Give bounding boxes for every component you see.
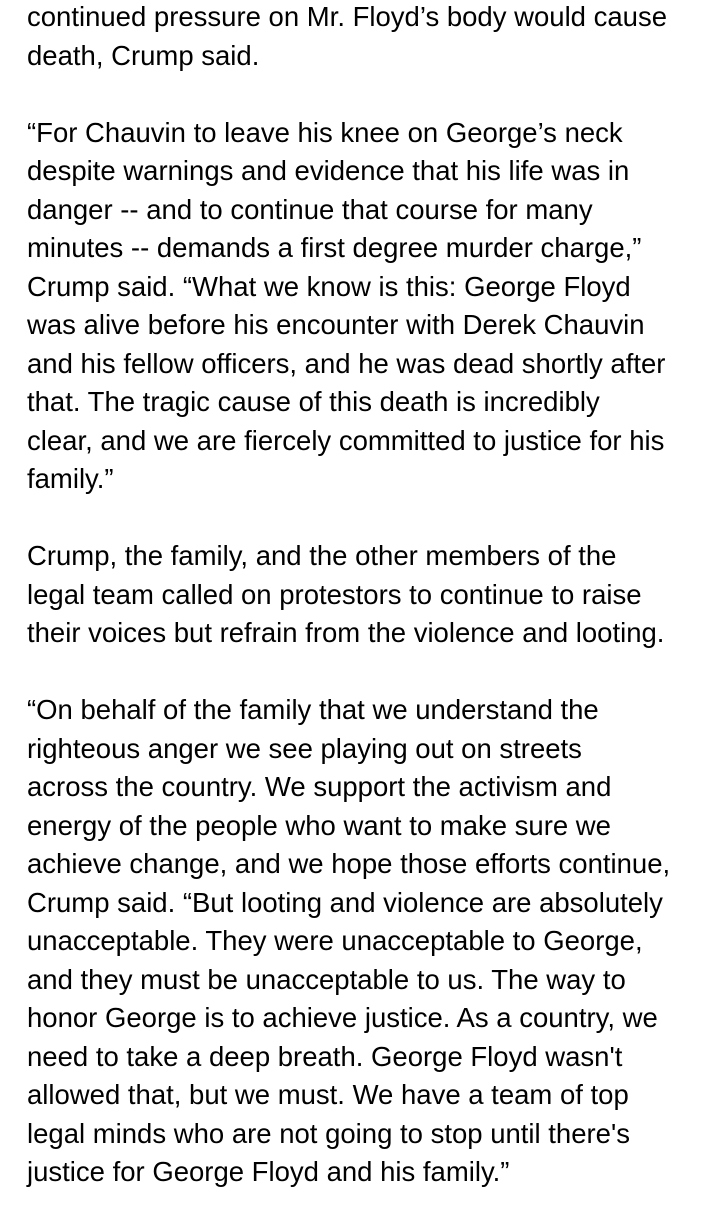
text-line: that. The tragic cause of this death is incredibly	[27, 386, 600, 417]
text-line: allowed that, but we must. We have a team of top	[27, 1079, 629, 1110]
text-line: righteous anger we see playing out on streets	[27, 732, 582, 764]
paragraph-3	[27, 537, 707, 653]
text-line: continued pressure on Mr. Floyd’s body would cause	[27, 1, 667, 32]
text-line: was alive before his encounter with Derek Chauvin	[27, 309, 645, 340]
text-line: clear, and we are fiercely committed to justice for his	[27, 424, 665, 456]
text-line: energy of the people who want to make sure we	[27, 809, 611, 841]
text-line: family.”	[27, 463, 114, 494]
text-line: unacceptable. They were unacceptable to George,	[27, 925, 643, 956]
text-line: Crump, the family, and the other members of the	[27, 540, 617, 571]
text-line: need to take a deep breath. George Floyd wasn't	[27, 1040, 623, 1072]
text-line: achieve change, and we hope those efforts continue,	[27, 848, 671, 879]
text-line: their voices but refrain from the violence and looting.	[27, 617, 665, 648]
text-line: honor George is to achieve justice. As a country, we	[27, 1002, 658, 1033]
article-body	[27, 0, 707, 1230]
text-line: despite warnings and evidence that his life was in	[27, 155, 630, 186]
text-line: Crump said. “But looting and violence are absolutely	[27, 886, 663, 918]
paragraph-4	[27, 691, 707, 1192]
text-line: death, Crump said.	[27, 39, 260, 71]
text-line: justice for George Floyd and his family.”	[27, 1156, 510, 1187]
text-line: “On behalf of the family that we understand the	[27, 694, 599, 725]
text-line: “For Chauvin to leave his knee on George’s neck	[27, 116, 623, 148]
text-line: across the country. We support the activism and	[27, 771, 612, 802]
text-line: legal team called on protestors to continue to raise	[27, 578, 642, 610]
text-line: legal minds who are not going to stop until there's	[27, 1117, 630, 1149]
text-line: minutes -- demands a first degree murder charge,”	[27, 232, 642, 263]
text-line: and his fellow officers, and he was dead shortly after	[27, 347, 666, 379]
text-line: Crump said. “What we know is this: George Floyd	[27, 270, 631, 302]
text-line: and they must be unacceptable to us. The way to	[27, 963, 626, 995]
text-line: danger -- and to continue that course for many	[27, 193, 593, 225]
paragraph-1	[27, 0, 707, 75]
paragraph-2	[27, 114, 707, 499]
